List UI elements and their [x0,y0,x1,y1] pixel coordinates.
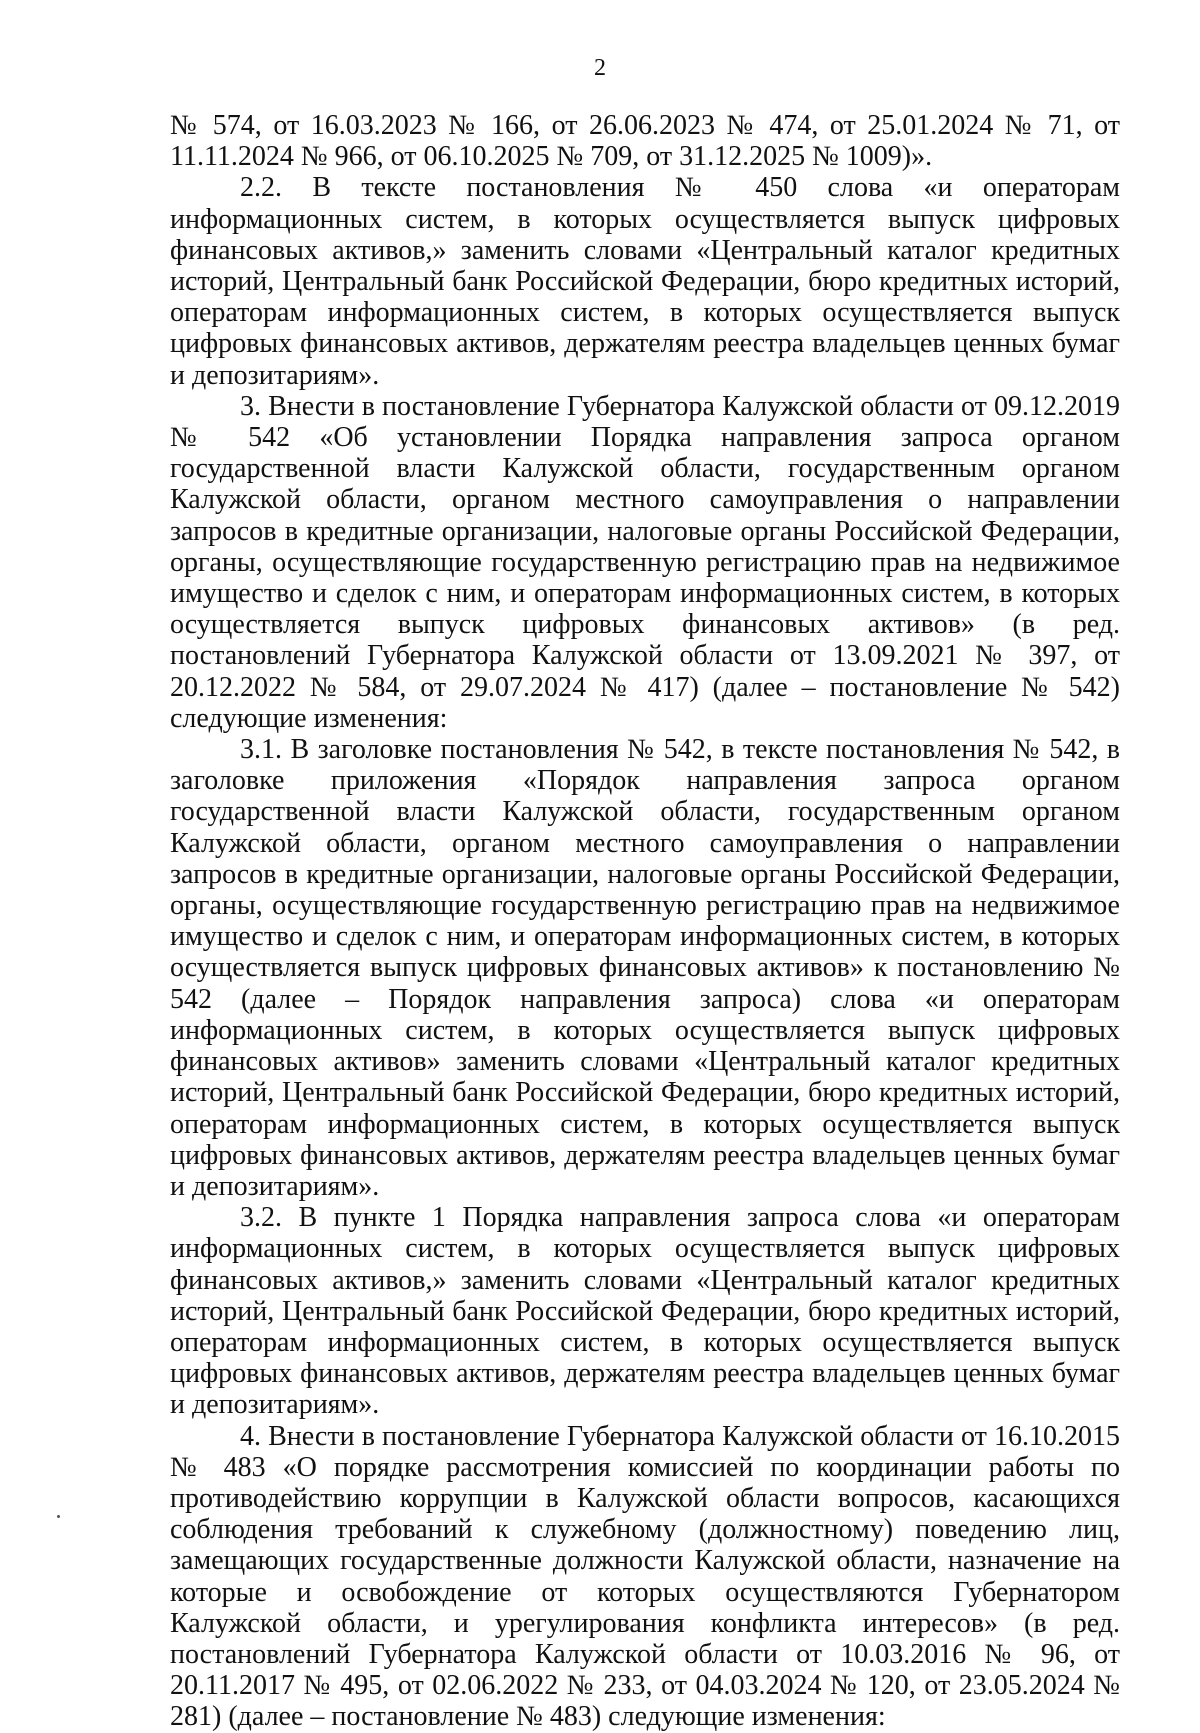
paragraph-3-1: 3.1. В заголовке постановления № 542, в тексте постановления № 542, в заголовке приложения «Порядок направления запроса органом государственной власти Калужской области, государственным органом Калужской области, органом местного самоуправления о направлении запросов в кредитные организации, налоговые органы Российской Федерации, органы, осуществляющие государственную регистрацию прав на недвижимое имущество и сделок с ним, и операторам информационных систем, в которых осуществляется выпуск цифровых финансовых активов» к постановлению № 542 (далее – Порядок направления запроса) слова «и операторам информационных систем, в которых осуществляется выпуск цифровых финансовых активов» заменить словами «Центральный каталог кредитных историй, Центральный банк Российской Федерации, бюро кредитных историй, операторам информационных систем, в которых осуществляется выпуск цифровых финансовых активов, держателям реестра владельцев ценных бумаг и депозитариям». [170,734,1120,1202]
paragraph-3-2: 3.2. В пункте 1 Порядка направления запроса слова «и операторам информационных систем, в которых осуществляется выпуск цифровых финансовых активов,» заменить словами «Центральный каталог кредитных историй, Центральный банк Российской Федерации, бюро кредитных историй, операторам информационных систем, в которых осуществляется выпуск цифровых финансовых активов, держателям реестра владельцев ценных бумаг и депозитариям». [170,1202,1120,1421]
page-number: 2 [594,55,606,81]
paragraph-4: 4. Внести в постановление Губернатора Калужской области от 16.10.2015 № 483 «О порядке рассмотрения комиссией по координации работы по противодействию коррупции в Калужской области вопросов, касающихся соблюдения требований к служебному (должностному) поведению лиц, замещающих государственные должности Калужской области, назначение на которые и освобождение от которых осуществляются Губернатором Калужской области, и урегулирования конфликта интересов» (в ред. постановлений Губернатора Калужской области от 10.03.2016 № 96, от 20.11.2017 № 495, от 02.06.2022 № 233, от 04.03.2024 № 120, от 23.05.2024 № 281) (далее – постановление № 483) следующие изменения: [170,1420,1120,1733]
paragraph-3: 3. Внести в постановление Губернатора Калужской области от 09.12.2019 № 542 «Об установлении Порядка направления запроса органом государственной власти Калужской области, государственным органом Калужской области, органом местного самоуправления о направлении запросов в кредитные организации, налоговые органы Российской Федерации, органы, осуществляющие государственную регистрацию прав на недвижимое имущество и сделок с ним, и операторам информационных систем, в которых осуществляется выпуск цифровых финансовых активов» (в ред. постановлений Губернатора Калужской области от 13.09.2021 № 397, от 20.12.2022 № 584, от 29.07.2024 № 417) (далее – постановление № 542) следующие изменения: [170,390,1120,734]
document-body [170,110,1120,1733]
paragraph-2-2: 2.2. В тексте постановления № 450 слова «и операторам информационных систем, в которых осуществляется выпуск цифровых финансовых активов,» заменить словами «Центральный каталог кредитных историй, Центральный банк Российской Федерации, бюро кредитных историй, операторам информационных систем, в которых осуществляется выпуск цифровых финансовых активов, держателям реестра владельцев ценных бумаг и депозитариям». [170,172,1120,391]
scan-artifact [57,1515,60,1518]
paragraph-continuation: № 574, от 16.03.2023 № 166, от 26.06.2023 № 474, от 25.01.2024 № 71, от 11.11.2024 № 966, от 06.10.2025 № 709, от 31.12.2025 № 1009)». [170,110,1120,173]
